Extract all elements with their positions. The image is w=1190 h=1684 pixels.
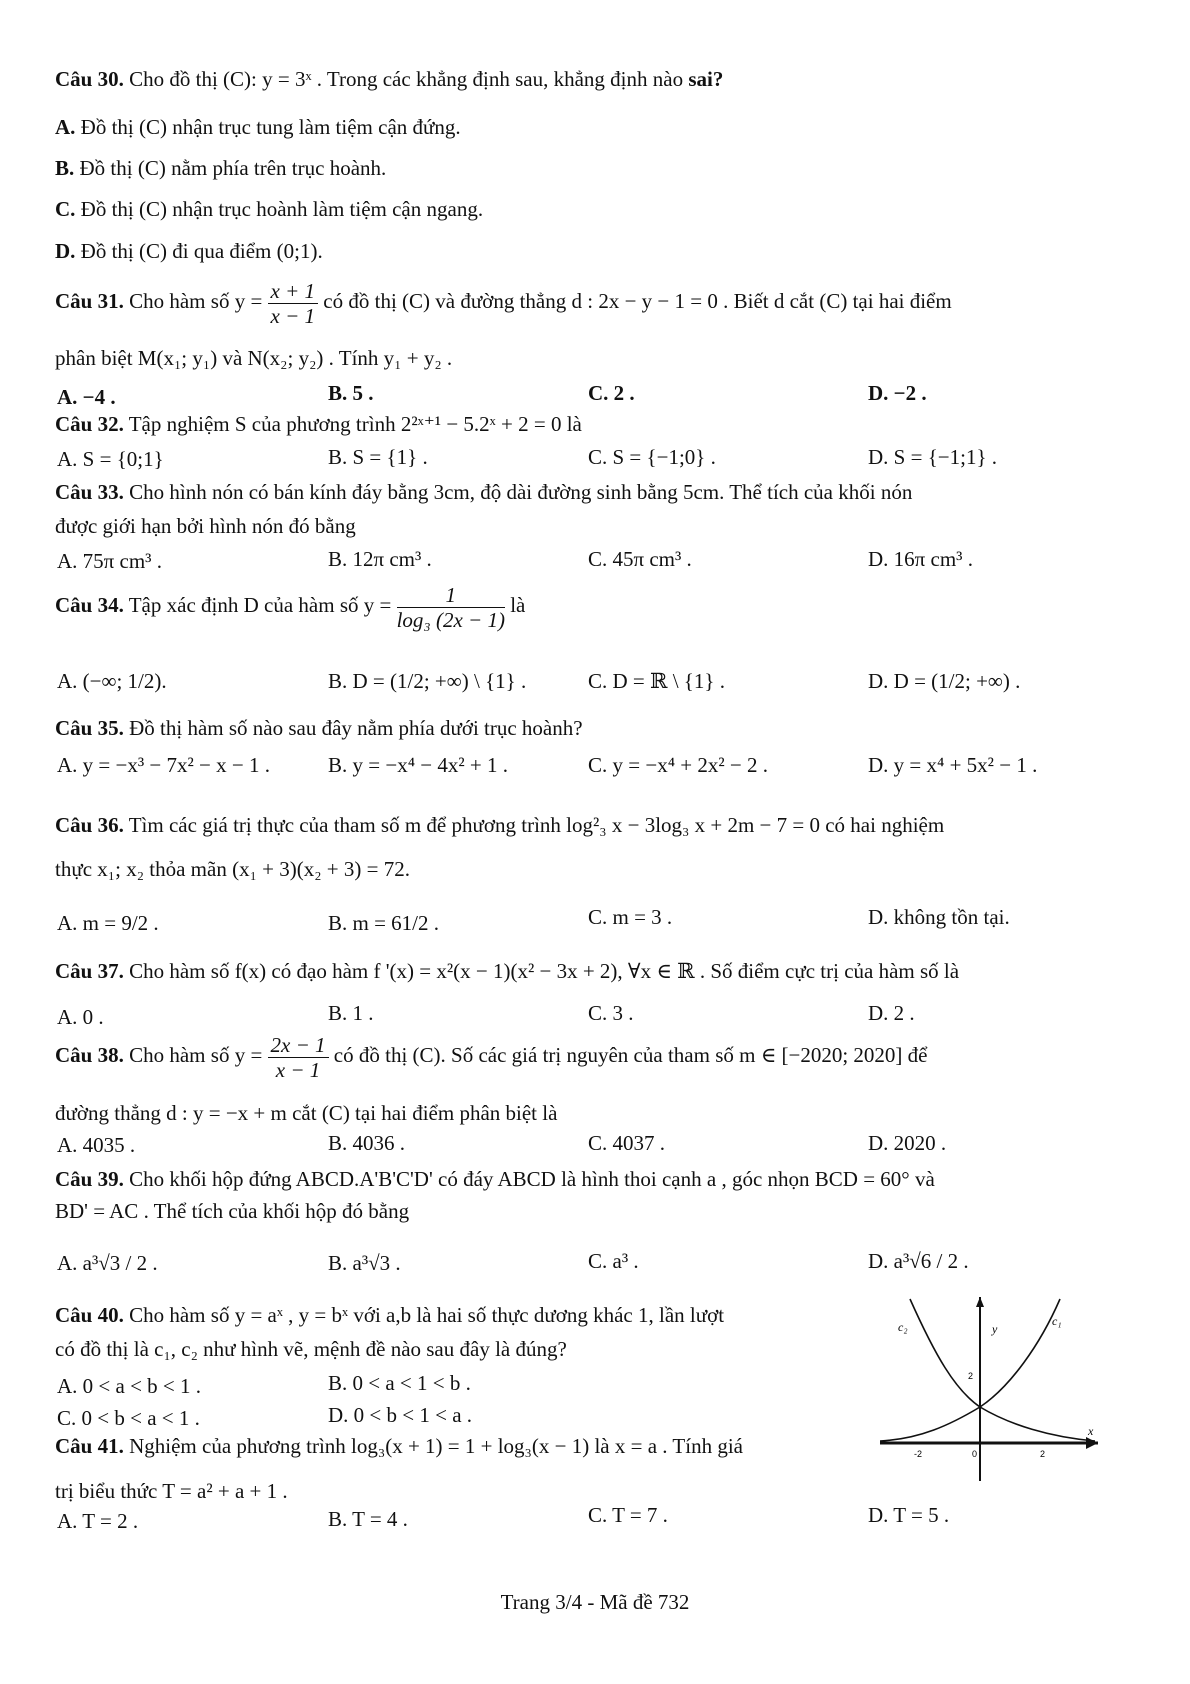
q39-label: Câu 39.	[55, 1167, 124, 1191]
q34-option-c: C. D = ℝ \ {1} .	[588, 669, 725, 693]
q37-option-c: C. 3 .	[588, 1001, 634, 1025]
q38-option-c: C. 4037 .	[588, 1131, 666, 1155]
q35-stem	[55, 715, 583, 741]
q34-post: là	[510, 593, 526, 617]
q31-label: Câu 31.	[55, 289, 124, 313]
q31-option-a: A. −4 .	[57, 385, 116, 409]
q30-c-label: C.	[55, 197, 76, 221]
q35-label: Câu 35.	[55, 716, 124, 740]
q31-option-c: C. 2 .	[588, 381, 635, 405]
q34-option-b: B. D = (1/2; +∞) \ {1} .	[328, 669, 527, 693]
q30-option-a	[55, 114, 461, 140]
q37-label: Câu 37.	[55, 959, 124, 983]
q39-line2: BD' = AC . Thể tích của khối hộp đó bằng	[55, 1199, 410, 1223]
tick-x-minus2: -2	[914, 1449, 923, 1459]
q32-option-d: D. S = {−1;1} .	[868, 445, 998, 469]
q30-option-b	[55, 155, 386, 181]
q36-option-c: C. m = 3 .	[588, 905, 673, 929]
q38-fraction	[268, 1033, 329, 1082]
q39-option-b: B. a³√3 .	[328, 1251, 401, 1275]
q39-option-a: A. a³√3 / 2 .	[57, 1251, 158, 1275]
q32-option-a: A. S = {0;1}	[57, 447, 164, 471]
q30-d-text: Đồ thị (C) đi qua điểm (0;1).	[80, 239, 323, 263]
q39-stem	[55, 1166, 935, 1192]
q38-option-d: D. 2020 .	[868, 1131, 947, 1155]
q33-text: Cho hình nón có bán kính đáy bằng 3cm, độ dài đường sinh bằng 5cm. Thể tích của khối nón	[129, 480, 913, 504]
q31-pre: Cho hàm số y =	[129, 289, 263, 313]
q31-option-b: B. 5 .	[328, 381, 374, 405]
q31-post: có đồ thị (C) và đường thẳng d : 2x − y − 1 = 0 . Biết d cắt (C) tại hai điểm	[323, 289, 952, 313]
tick-y-2: 2	[968, 1371, 974, 1381]
q34-den: log₃ (2x − 1)	[396, 607, 505, 632]
label-c1: c₁	[1052, 1314, 1062, 1328]
q37-option-b: B. 1 .	[328, 1001, 374, 1025]
q35-option-a: A. y = −x³ − 7x² − x − 1 .	[57, 753, 270, 777]
label-x: x	[1088, 1424, 1094, 1438]
q41-line2: trị biểu thức T = a² + a + 1 .	[55, 1479, 288, 1503]
q30-d-label: D.	[55, 239, 76, 263]
q40-line2: có đồ thị là c₁, c₂ như hình vẽ, mệnh đề nào sau đây là đúng?	[55, 1337, 567, 1361]
q41-stem	[55, 1433, 743, 1459]
q33-option-b: B. 12π cm³ .	[328, 547, 432, 571]
q33-label: Câu 33.	[55, 480, 124, 504]
q33-option-c: C. 45π cm³ .	[588, 547, 692, 571]
q36-label: Câu 36.	[55, 813, 124, 837]
q34-label: Câu 34.	[55, 593, 124, 617]
q37-option-a: A. 0 .	[57, 1005, 104, 1029]
q30-a-label: A.	[55, 115, 76, 139]
q38-label: Câu 38.	[55, 1043, 124, 1067]
q30-option-d	[55, 238, 323, 264]
q32-option-b: B. S = {1} .	[328, 445, 428, 469]
q31-den: x − 1	[270, 303, 316, 328]
q31-num: x + 1	[268, 279, 319, 304]
q30-b-text: Đồ thị (C) nằm phía trên trục hoành.	[79, 156, 387, 180]
q41-text: Nghiệm của phương trình log₃(x + 1) = 1 + log₃(x − 1) là x = a . Tính giá	[129, 1434, 743, 1458]
q38-num: 2x − 1	[268, 1033, 329, 1058]
q32-option-c: C. S = {−1;0} .	[588, 445, 716, 469]
q38-pre: Cho hàm số y =	[129, 1043, 263, 1067]
q38-den: x − 1	[275, 1057, 321, 1082]
q36-text: Tìm các giá trị thực của tham số m để phương trình log²₃ x − 3log₃ x + 2m − 7 = 0 có hai nghiệm	[128, 813, 945, 837]
tick-x-2: 2	[1040, 1449, 1046, 1459]
q40-stem	[55, 1302, 724, 1328]
q35-option-c: C. y = −x⁴ + 2x² − 2 .	[588, 753, 768, 777]
q35-text: Đồ thị hàm số nào sau đây nằm phía dưới trục hoành?	[129, 716, 583, 740]
q34-stem	[55, 580, 525, 632]
q32-label: Câu 32.	[55, 412, 124, 436]
q36-stem	[55, 812, 944, 838]
q40-option-d: D. 0 < b < 1 < a .	[328, 1403, 473, 1427]
q39-option-d: D. a³√6 / 2 .	[868, 1249, 969, 1273]
q37-stem	[55, 958, 959, 984]
q41-option-a: A. T = 2 .	[57, 1509, 139, 1533]
curve-c2	[910, 1299, 1095, 1441]
q41-label: Câu 41.	[55, 1434, 124, 1458]
q33-option-a: A. 75π cm³ .	[57, 549, 162, 573]
q36-option-b: B. m = 61/2 .	[328, 911, 440, 935]
q33-option-d: D. 16π cm³ .	[868, 547, 973, 571]
q41-option-c: C. T = 7 .	[588, 1503, 668, 1527]
label-c2: c₂	[898, 1320, 908, 1334]
q30-label: Câu 30.	[55, 67, 124, 91]
q40-graph	[880, 1295, 1100, 1485]
q34-num: 1	[397, 583, 505, 608]
q39-option-c: C. a³ .	[588, 1249, 639, 1273]
q31-stem	[55, 276, 952, 328]
q33-stem	[55, 479, 912, 505]
q40-label: Câu 40.	[55, 1303, 124, 1327]
q31-fraction	[268, 279, 319, 328]
label-y: y	[992, 1322, 998, 1336]
q40-option-b: B. 0 < a < 1 < b .	[328, 1371, 471, 1395]
q32-stem	[55, 411, 582, 437]
q41-option-d: D. T = 5 .	[868, 1503, 950, 1527]
q38-option-b: B. 4036 .	[328, 1131, 406, 1155]
q38-post: có đồ thị (C). Số các giá trị nguyên của tham số m ∈ [−2020; 2020] để	[333, 1043, 928, 1067]
q40-text: Cho hàm số y = aˣ , y = bˣ với a,b là hai số thực dương khác 1, lần lượt	[129, 1303, 725, 1327]
x-axis-arrow	[1086, 1437, 1098, 1449]
q38-stem	[55, 1030, 927, 1082]
q30-option-c	[55, 196, 483, 222]
q32-text: Tập nghiệm S của phương trình 2²ˣ⁺¹ − 5.2ˣ + 2 = 0 là	[128, 412, 582, 436]
q36-option-d: D. không tồn tại.	[868, 905, 1010, 929]
q36-option-a: A. m = 9/2 .	[57, 911, 159, 935]
q30-c-text: Đồ thị (C) nhận trục hoành làm tiệm cận ngang.	[80, 197, 484, 221]
q31-option-d: D. −2 .	[868, 381, 927, 405]
q34-option-a: A. (−∞; 1/2).	[57, 669, 167, 693]
q39-text: Cho khối hộp đứng ABCD.A'B'C'D' có đáy ABCD là hình thoi cạnh a , góc nhọn BCD = 60° và	[129, 1167, 935, 1191]
q35-option-d: D. y = x⁴ + 5x² − 1 .	[868, 753, 1038, 777]
q34-pre: Tập xác định D của hàm số y =	[128, 593, 392, 617]
q37-text: Cho hàm số f(x) có đạo hàm f '(x) = x²(x − 1)(x² − 3x + 2), ∀x ∈ ℝ . Số điểm cực trị của hàm số là	[129, 959, 960, 983]
q37-option-d: D. 2 .	[868, 1001, 915, 1025]
page-footer: Trang 3/4 - Mã đề 732	[500, 1590, 690, 1614]
q38-option-a: A. 4035 .	[57, 1133, 136, 1157]
y-axis-arrow	[976, 1297, 984, 1307]
q40-option-c: C. 0 < b < a < 1 .	[57, 1406, 200, 1430]
q31-line2: phân biệt M(x₁; y₁) và N(x₂; y₂) . Tính y₁ + y₂ .	[55, 346, 453, 370]
q30-a-text: Đồ thị (C) nhận trục tung làm tiệm cận đứng.	[80, 115, 461, 139]
q40-option-a: A. 0 < a < b < 1 .	[57, 1374, 202, 1398]
tick-origin: 0	[972, 1449, 978, 1459]
q30-text: Cho đồ thị (C): y = 3ˣ . Trong các khẳng định sau, khẳng định nào	[129, 67, 684, 91]
q30-b-label: B.	[55, 156, 75, 180]
q34-fraction	[397, 583, 505, 632]
q35-option-b: B. y = −x⁴ − 4x² + 1 .	[328, 753, 508, 777]
q30-bold: sai?	[688, 67, 724, 91]
q33-line2: được giới hạn bởi hình nón đó bằng	[55, 514, 356, 538]
q38-line2: đường thẳng d : y = −x + m cắt (C) tại hai điểm phân biệt là	[55, 1101, 558, 1125]
q41-option-b: B. T = 4 .	[328, 1507, 408, 1531]
q34-option-d: D. D = (1/2; +∞) .	[868, 669, 1021, 693]
q30-stem	[55, 66, 723, 92]
q36-line2: thực x₁; x₂ thỏa mãn (x₁ + 3)(x₂ + 3) = 72.	[55, 857, 410, 881]
